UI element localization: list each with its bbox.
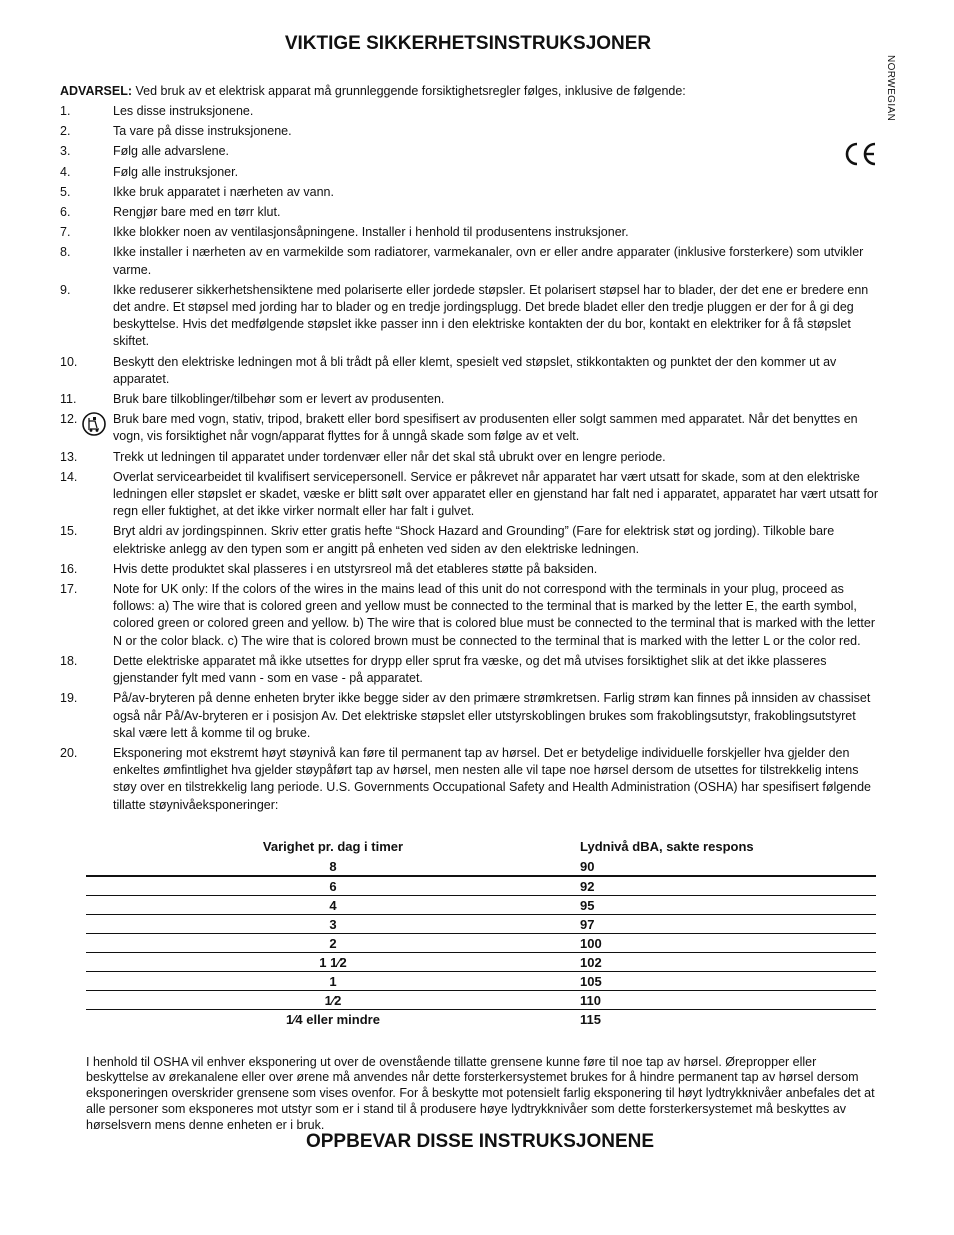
duration-cell: 6 <box>86 876 580 896</box>
duration-cell: 1 1⁄2 <box>86 953 580 972</box>
item-number: 17. <box>60 582 78 597</box>
item-number: 16. <box>60 561 78 576</box>
level-cell: 100 <box>580 934 876 953</box>
item-number: 8. <box>60 245 71 260</box>
item-number: 12. <box>60 412 78 427</box>
item-text: Bruk bare tilkoblinger/tilbehør som er levert av produsenten. <box>113 392 445 407</box>
table-header-row <box>86 835 876 857</box>
table-row <box>86 915 876 934</box>
duration-cell: 3 <box>86 915 580 934</box>
level-cell: 90 <box>580 857 876 876</box>
list-item <box>60 411 878 445</box>
item-text: Hvis dette produktet skal plasseres i en utstyrsreol må det etableres støtte på baksiden. <box>113 561 598 576</box>
item-text: Ikke installer i nærheten av en varmekilde som radiatorer, varmekanaler, ovn er eller andre apparater (inklusive forsterkere) som utvikler varme. <box>113 245 864 277</box>
list-item <box>60 745 878 814</box>
duration-cell: 1 <box>86 972 580 991</box>
item-number: 6. <box>60 205 71 220</box>
list-item <box>60 653 878 687</box>
duration-cell: 1⁄4 eller mindre <box>286 1011 380 1027</box>
list-item <box>60 224 878 241</box>
osha-note-paragraph: I henhold til OSHA vil enhver eksponering ut over de ovenstående tillatte grensene kunne føre til noe tap av hørsel. Ørepropper eller beskyttelse av ørekanalene eller over ørene må anvendes når dette forsterkersystemet brukes for å hindre permanent tap av hørsel dersom eksponeringen overskrider grensene som vises ovenfor. For å beskytte mot potensielt farlig eksponering til høyt lydtrykknivåer anbefales det at alle personer som eksponeres mot utstyr som er i stand til å produsere høye lydtrykknivåer som dette forsterkersystemet må beskyttes av hørselsvern mens denne enheten er i bruk. <box>86 1054 875 1132</box>
list-item <box>60 469 878 521</box>
noise-exposure-table <box>86 835 876 1028</box>
duration-cell: 4 <box>86 896 580 915</box>
page-title: VIKTIGE SIKKERHETSINSTRUKSJONER <box>284 33 652 54</box>
list-item <box>60 581 878 650</box>
duration-cell: 8 <box>86 857 580 876</box>
instruction-list <box>60 103 878 817</box>
item-text: Note for UK only: If the colors of the wires in the mains lead of this unit do not correspond with the terminals in your plug, proceed as follows: a) The wire that is colored green and yellow must be connected to the terminal that is marked by the letter E, the earth symbol, colored green or colored green and yellow. b) The wire that is colored blue must be connected to the terminal that is marked with the letter N or the color black. c) The wire that is colored brown must be connected to the terminal that is marked with the letter L or the color red. <box>113 582 875 648</box>
duration-cell: 1⁄2 <box>86 991 580 1010</box>
list-item <box>60 523 878 557</box>
footer-title: OPPBEVAR DISSE INSTRUKSJONENE <box>305 1131 655 1152</box>
level-cell: 110 <box>580 991 876 1010</box>
item-text: Følg alle instruksjoner. <box>113 164 239 179</box>
item-text: Trekk ut ledningen til apparatet under tordenvær eller når det skal stå ubrukt over en lengre periode. <box>113 449 666 464</box>
item-number: 4. <box>60 164 71 179</box>
list-item <box>60 244 878 278</box>
item-number: 5. <box>60 184 71 199</box>
warning-text: Ved bruk av et elektrisk apparat må grunnleggende forsiktighetsregler følges, inklusive de følgende: <box>132 84 686 98</box>
level-cell: 95 <box>580 896 876 915</box>
item-number: 13. <box>60 449 78 464</box>
warning-label: ADVARSEL: <box>60 84 132 98</box>
table-row <box>86 896 876 915</box>
item-number: 11. <box>60 392 77 407</box>
item-number: 1. <box>60 104 71 118</box>
level-cell: 97 <box>580 915 876 934</box>
item-text: Ikke bruk apparatet i nærheten av vann. <box>113 184 334 199</box>
item-text: Dette elektriske apparatet må ikke utsettes for drypp eller sprut fra væske, og det må utvises forsiktighet slik at det ikke plasseres gjenstander fylt med vann - som en vase - på apparatet. <box>113 653 827 686</box>
table-row <box>86 876 876 896</box>
item-number: 14. <box>60 469 78 484</box>
table-row <box>86 857 876 876</box>
list-item <box>60 143 878 160</box>
list-item <box>60 123 878 140</box>
list-item <box>60 561 878 578</box>
item-number: 10. <box>60 354 78 369</box>
level-cell: 92 <box>580 876 876 896</box>
list-item <box>60 204 878 221</box>
language-label: NORWEGIAN <box>885 55 896 122</box>
item-text: Følg alle advarslene. <box>113 144 230 159</box>
item-number: 15. <box>60 524 78 539</box>
item-number: 18. <box>60 653 78 668</box>
column-header-level: Lydnivå dBA, sakte respons <box>580 838 754 854</box>
table-row <box>86 953 876 972</box>
list-item <box>60 690 878 742</box>
cart-tip-over-warning-icon <box>82 412 106 441</box>
item-number: 3. <box>60 144 71 159</box>
item-text: På/av-bryteren på denne enheten bryter ikke begge sider av den primære strømkretsen. Farlig strøm kan finnes på innsiden av chassiset også når På/Av-bryteren er i posisjon Av. Det elektriske støpslet eller utstyrskoblingen brukes som frakoblingsutstyr, frakoblingsutstyret skal være lett å komme til og bruke. <box>113 691 871 740</box>
list-item <box>60 103 878 120</box>
item-number: 2. <box>60 124 71 139</box>
duration-cell: 2 <box>86 934 580 953</box>
list-item <box>60 354 878 388</box>
list-item <box>60 282 878 351</box>
item-text: Ikke blokker noen av ventilasjonsåpningene. Installer i henhold til produsentens instruksjoner. <box>113 225 629 240</box>
item-text: Les disse instruksjonene. <box>113 104 254 118</box>
item-text: Overlat servicearbeidet til kvalifisert servicepersonell. Service er påkrevet når apparatet har vært utsatt for skade, som at den elektriske ledningen eller støpslet er skadet, væske er blitt sølt over apparatet eller en gjenstand har falt ned i apparatet, apparatet har vært utsatt for regn eller fuktighet, at det ikke virker normalt eller har falt i gulvet. <box>113 469 878 519</box>
list-item <box>60 391 878 408</box>
item-text: Eksponering mot ekstremt høyt støynivå kan føre til permanent tap av hørsel. Det er betydelige individuelle forskjeller hva gjelder den enkeltes ømfintlighet hva gjelder støypåført tap av hørsel, men nesten alle vil tape noe hørsel dersom de utsettes for tilstrekkelig intens støy over en tilstrekkelig lang periode. U.S. Governments Occupational Safety and Health Administration (OSHA) har spesifisert følgende tillatte støynivåeksponeringer: <box>113 745 871 812</box>
item-text: Bruk bare med vogn, stativ, tripod, brakett eller bord spesifisert av produsenten eller solgt sammen med apparatet. Når det benyttes en vogn, vis forsiktighet når vogn/apparat flyttes for å unngå skade som følge av et velt. <box>113 412 858 444</box>
item-text: Bryt aldri av jordingspinnen. Skriv etter gratis hefte “Shock Hazard and Grounding” (Fare for elektrisk støt og jording). Tilkoble bare elektriske anlegg av den typen som er angitt på enheten ved siden av den elektriske ledningen. <box>113 524 835 556</box>
list-item <box>60 164 878 181</box>
column-header-duration: Varighet pr. dag i timer <box>262 838 404 854</box>
list-item <box>60 184 878 201</box>
table-row <box>86 991 876 1010</box>
list-item <box>60 449 878 466</box>
item-number: 9. <box>60 282 71 297</box>
item-text: Ta vare på disse instruksjonene. <box>113 124 292 139</box>
item-text: Rengjør bare med en tørr klut. <box>113 205 281 220</box>
level-cell: 105 <box>580 972 876 991</box>
table-row <box>86 972 876 991</box>
item-number: 7. <box>60 225 71 240</box>
table-row <box>86 934 876 953</box>
item-number: 19. <box>60 691 78 706</box>
level-cell: 115 <box>580 1011 601 1027</box>
item-text: Beskytt den elektriske ledningen mot å bli trådt på eller klemt, spesielt ved støpslet, stikkontakten og punktet der den kommer ut av apparatet. <box>113 354 837 386</box>
table-row <box>86 1010 876 1029</box>
item-number: 20. <box>60 745 78 760</box>
warning-paragraph <box>60 83 880 99</box>
item-text: Ikke reduserer sikkerhetshensiktene med polariserte eller jordede støpsler. Et polarisert støpsel har to blader, der det ene er bredere enn det andre. Et støpsel med jording har to blader og en tredje jordingsplugg. Det brede bladet eller den tredje pluggen er der for å gi deg beskyttelse. Hvis det medfølgende støpslet ikke passer inn i den elektriske kontakten der du bor, kontakt en elektriker for å få støpslet skiftet. <box>113 282 869 349</box>
level-cell: 102 <box>580 953 876 972</box>
